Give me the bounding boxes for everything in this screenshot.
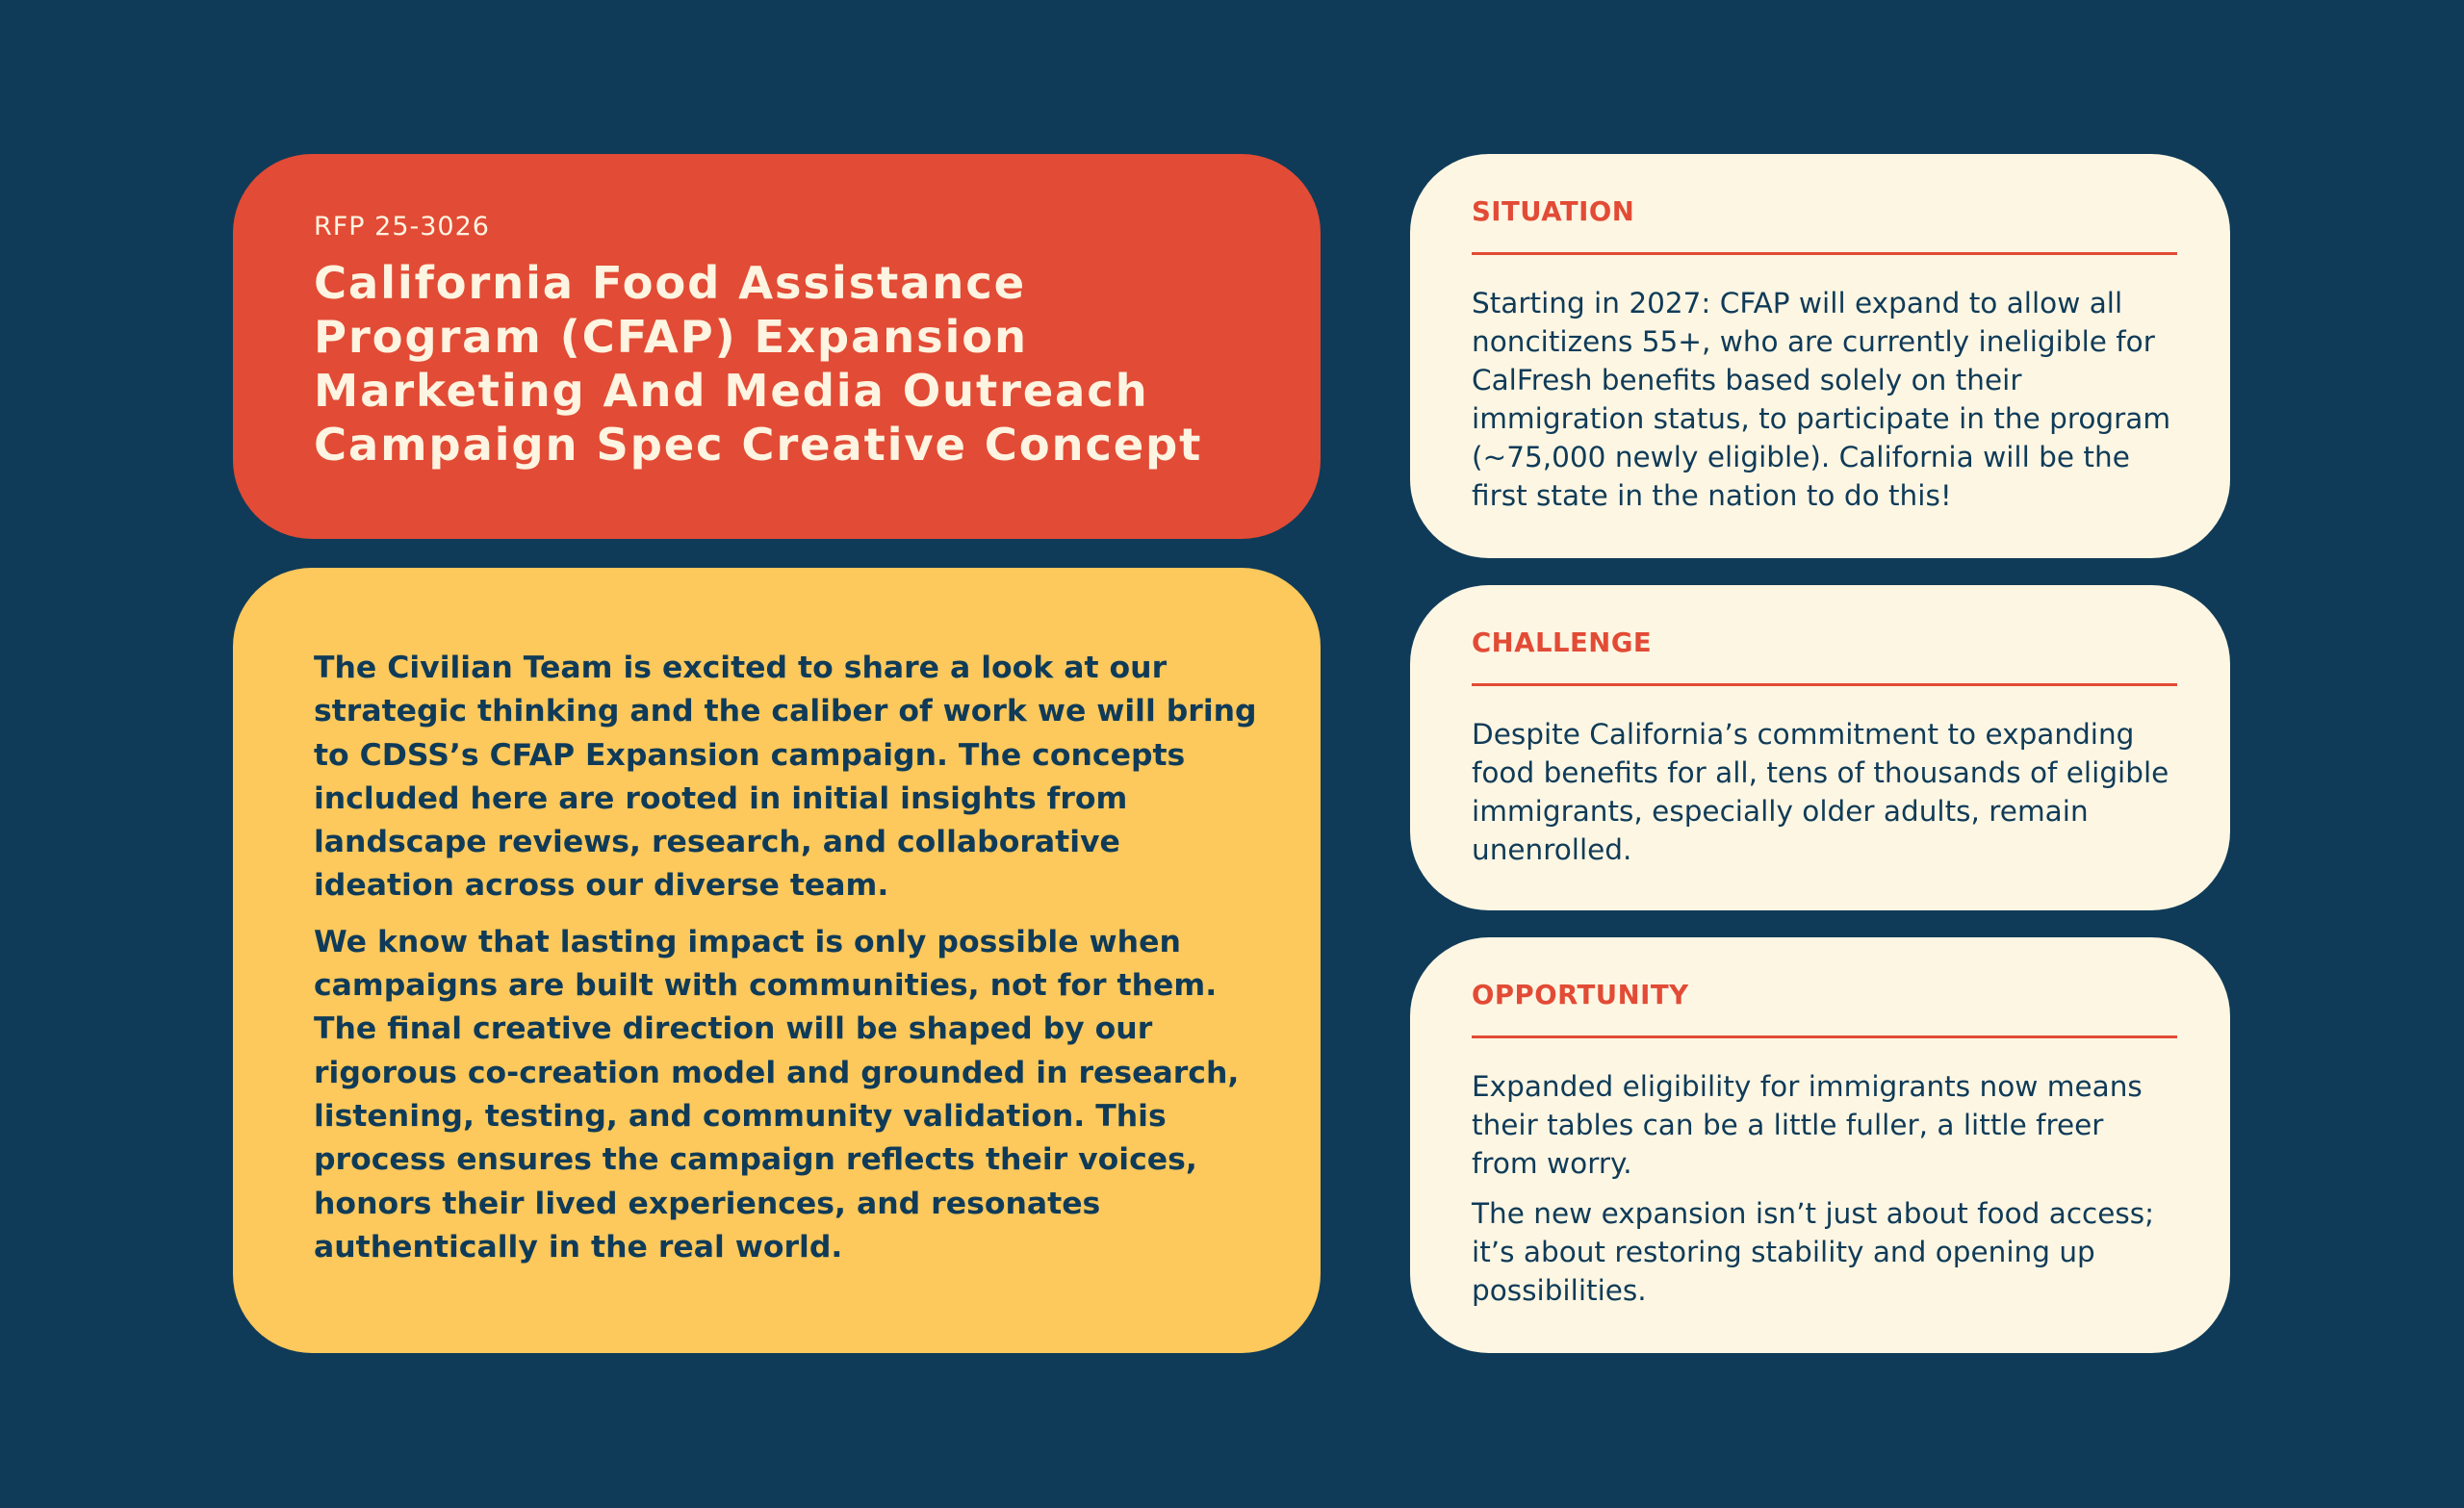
document-title bbox=[314, 256, 1263, 472]
opportunity-text: The new expansion isn’t just about food access; it’s about restoring stability and opening up possibilities. bbox=[1472, 1197, 2155, 1307]
divider bbox=[1472, 683, 2177, 686]
title-line: California Food Assistance bbox=[314, 257, 1026, 310]
challenge-heading: CHALLENGE bbox=[1472, 627, 1653, 658]
intro-paragraph: The Civilian Team is excited to share a look at our strategic thinking and the caliber of work we will bring to CDSS’s CFAP Expansion campaign. The concepts included here are rooted in initial insights from landscape reviews, research, and collaborative ideation across our diverse team. bbox=[314, 651, 1257, 904]
opportunity-card bbox=[1410, 937, 2230, 1353]
opportunity-text: Expanded eligibility for immigrants now means their tables can be a little fuller, a little freer from worry. bbox=[1472, 1070, 2143, 1180]
situation-heading: SITUATION bbox=[1472, 196, 1635, 227]
title-line: Program (CFAP) Expansion bbox=[314, 311, 1028, 364]
intro-card bbox=[233, 568, 1321, 1353]
title-line: Marketing And Media Outreach bbox=[314, 365, 1149, 418]
divider bbox=[1472, 252, 2177, 255]
intro-paragraph: We know that lasting impact is only possible when campaigns are built with communities, not for them. The final creative direction will be shaped by our rigorous co-creation model and grounded in research, listening, testing, and community validation. This process ensures the campaign reflects their voices, honors their lived experiences, and resonates authentically in the real world. bbox=[314, 924, 1240, 1265]
challenge-card bbox=[1410, 585, 2230, 910]
title-line: Campaign Spec Creative Concept bbox=[314, 419, 1203, 472]
divider bbox=[1472, 1035, 2177, 1038]
opportunity-heading: OPPORTUNITY bbox=[1472, 980, 1689, 1010]
situation-card bbox=[1410, 154, 2230, 558]
situation-text: Starting in 2027: CFAP will expand to allow all noncitizens 55+, who are currently ineligible for CalFresh benefits based solely on their immigration status, to participate in the program (~75,000 newly eligible). California will be the first state in the nation to do this! bbox=[1472, 287, 2171, 512]
rfp-number: RFP 25-3026 bbox=[314, 212, 490, 242]
title-card bbox=[233, 154, 1321, 539]
challenge-text: Despite California’s commitment to expanding food benefits for all, tens of thousands of eligible immigrants, especially older adults, remain unenrolled. bbox=[1472, 718, 2169, 866]
